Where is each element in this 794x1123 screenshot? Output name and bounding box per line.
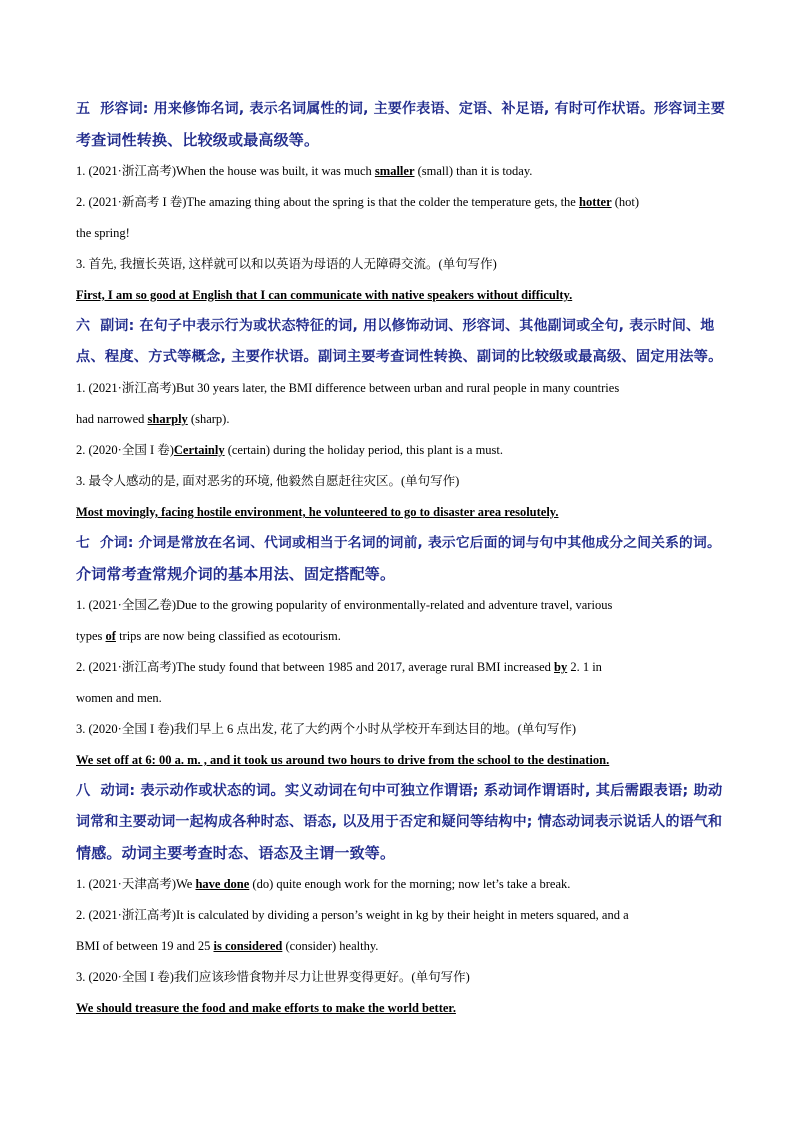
translation-answer: We should treasure the food and make efforts to make the world better.: [76, 1001, 456, 1015]
answer: is considered: [213, 939, 283, 953]
answer: by: [554, 660, 568, 674]
heading-line: 动词: 表示动作或状态的词。实义动词在句中可独立作谓语; 系动词作谓语时, 其后需跟表语; 助动: [100, 783, 723, 799]
section-adverb: [76, 311, 724, 528]
translation-answer: First, I am so good at English that I can communicate with native speakers without difficulty.: [76, 288, 573, 302]
heading-line: 介词常考查常规介词的基本用法、固定搭配等。: [76, 565, 396, 583]
section-heading: [76, 311, 724, 342]
answer: Certainly: [173, 443, 225, 457]
section-preposition: [76, 528, 724, 776]
question-2: 2. (2021·新高考 I 卷)The amazing thing about the spring is that the colder the temperature gets, the hotter (hot): [76, 195, 640, 209]
question-2-continued: women and men.: [76, 691, 162, 705]
question-2-continued: BMI of between 19 and 25 is considered (consider) healthy.: [76, 939, 379, 953]
section-heading: [76, 94, 724, 125]
question-1: 1. (2021·浙江高考)But 30 years later, the BMI difference between urban and rural people in many countries: [76, 381, 620, 395]
question-1-continued: types of trips are now being classified as ecotourism.: [76, 629, 341, 643]
section-number: 五: [76, 101, 91, 117]
heading-line: 考查词性转换、比较级或最高级等。: [76, 131, 320, 149]
question-1: 1. (2021·天津高考)We have done (do) quite enough work for the morning; now let’s take a break.: [76, 877, 571, 891]
question-1: 1. (2021·浙江高考)When the house was built, it was much smaller (small) than it is today.: [76, 164, 533, 178]
section-number: 八: [76, 783, 91, 799]
answer: sharply: [147, 412, 188, 426]
question-1-continued: had narrowed sharply (sharp).: [76, 412, 230, 426]
section-verb: [76, 776, 724, 1024]
heading-line: 形容词: 用来修饰名词, 表示名词属性的词, 主要作表语、定语、补足语, 有时可作状语。形容词主要: [100, 101, 726, 117]
answer: smaller: [374, 164, 415, 178]
question-3: 3. 最令人感动的是, 面对恶劣的环境, 他毅然自愿赶往灾区。(单句写作): [76, 474, 460, 488]
question-2: 2. (2021·浙江高考)The study found that between 1985 and 2017, average rural BMI increased by 2. 1 in: [76, 660, 602, 674]
question-3: 3. (2020·全国 I 卷)我们早上 6 点出发, 花了大约两个小时从学校开车到达目的地。(单句写作): [76, 722, 576, 736]
answer: hotter: [579, 195, 612, 209]
question-2: 2. (2020·全国 I 卷)Certainly (certain) during the holiday period, this plant is a must.: [76, 443, 504, 457]
section-heading: [76, 528, 724, 559]
section-adjective: [76, 94, 724, 311]
translation-answer: We set off at 6: 00 a. m. , and it took us around two hours to drive from the school to the destination.: [76, 753, 610, 767]
section-number: 六: [76, 318, 91, 334]
answer: have done: [195, 877, 250, 891]
question-1: 1. (2021·全国乙卷)Due to the growing popularity of environmentally-related and adventure travel, various: [76, 598, 613, 612]
heading-line: 词常和主要动词一起构成各种时态、语态, 以及用于否定和疑问等结构中; 情态动词表示说话人的语气和: [76, 814, 723, 830]
section-number: 七: [76, 535, 90, 551]
heading-line: 介词: 介词是常放在名词、代词或相当于名词的词前, 表示它后面的词与句中其他成分之间关系的词。: [99, 535, 721, 551]
question-3: 3. 首先, 我擅长英语, 这样就可以和以英语为母语的人无障碍交流。(单句写作): [76, 257, 497, 271]
heading-line: 副词: 在句子中表示行为或状态特征的词, 用以修饰动词、形容词、其他副词或全句, 表示时间、地: [100, 318, 715, 334]
document-page: [76, 94, 724, 1024]
heading-line: 点、程度、方式等概念, 主要作状语。副词主要考查词性转换、副词的比较级或最高级、固定用法等。: [76, 349, 723, 365]
question-2: 2. (2021·浙江高考)It is calculated by dividing a person’s weight in kg by their height in meters squared, and a: [76, 908, 629, 922]
answer: of: [105, 629, 116, 643]
question-3: 3. (2020·全国 I 卷)我们应该珍惜食物并尽力让世界变得更好。(单句写作): [76, 970, 470, 984]
heading-line: 情感。动词主要考查时态、语态及主谓一致等。: [76, 844, 396, 862]
translation-answer: Most movingly, facing hostile environment, he volunteered to go to disaster area resolutely.: [76, 505, 559, 519]
question-2-continued: the spring!: [76, 226, 130, 240]
section-heading: [76, 776, 724, 807]
